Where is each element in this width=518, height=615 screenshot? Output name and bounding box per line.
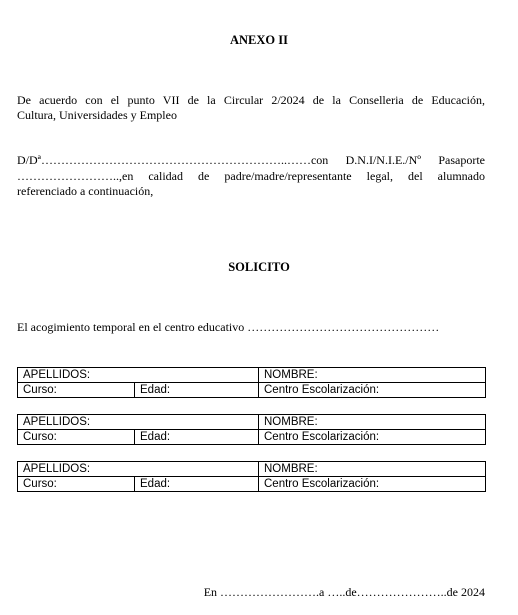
declarant-paragraph [17, 153, 485, 200]
declarant-line-3: referenciado a continuación, [17, 184, 154, 198]
curso-field[interactable]: Curso: [18, 383, 135, 398]
signature-place-date: En …………………….a …..de…………………..de 2024 [203, 585, 485, 599]
table-row [18, 383, 486, 398]
apellidos-field[interactable]: APELLIDOS: [18, 462, 259, 477]
curso-field[interactable]: Curso: [18, 430, 135, 445]
edad-field[interactable]: Edad: [135, 383, 259, 398]
student-table-2 [17, 414, 486, 445]
intro-paragraph [17, 93, 485, 123]
apellidos-field[interactable]: APELLIDOS: [18, 368, 259, 383]
student-table-1 [17, 367, 486, 398]
table-row [18, 415, 486, 430]
declarant-line-2: ……………………..,en calidad de padre/madre/representante legal, del alumnado [17, 168, 485, 183]
curso-field[interactable]: Curso: [18, 477, 135, 492]
intro-line-1: De acuerdo con el punto VII de la Circular 2/2024 de la Conselleria de Educación, [17, 93, 485, 107]
centro-field[interactable]: Centro Escolarización: [259, 477, 486, 492]
request-text: El acogimiento temporal en el centro educativo ………………………………………… [17, 320, 440, 334]
intro-line-2: Cultura, Universidades y Empleo [17, 108, 177, 122]
table-row [18, 430, 486, 445]
table-row [18, 368, 486, 383]
centro-field[interactable]: Centro Escolarización: [259, 430, 486, 445]
student-table-3 [17, 461, 486, 492]
document-title: ANEXO II [230, 33, 288, 47]
centro-field[interactable]: Centro Escolarización: [259, 383, 486, 398]
request-heading: SOLICITO [228, 260, 290, 274]
nombre-field[interactable]: NOMBRE: [259, 462, 486, 477]
edad-field[interactable]: Edad: [135, 430, 259, 445]
table-row [18, 477, 486, 492]
apellidos-field[interactable]: APELLIDOS: [18, 415, 259, 430]
edad-field[interactable]: Edad: [135, 477, 259, 492]
nombre-field[interactable]: NOMBRE: [259, 368, 486, 383]
table-row [18, 462, 486, 477]
declarant-line-1: D/Dª……………………………………………………..……con D.N.I/N.I.E./Nº Pasaporte [17, 153, 485, 167]
nombre-field[interactable]: NOMBRE: [259, 415, 486, 430]
